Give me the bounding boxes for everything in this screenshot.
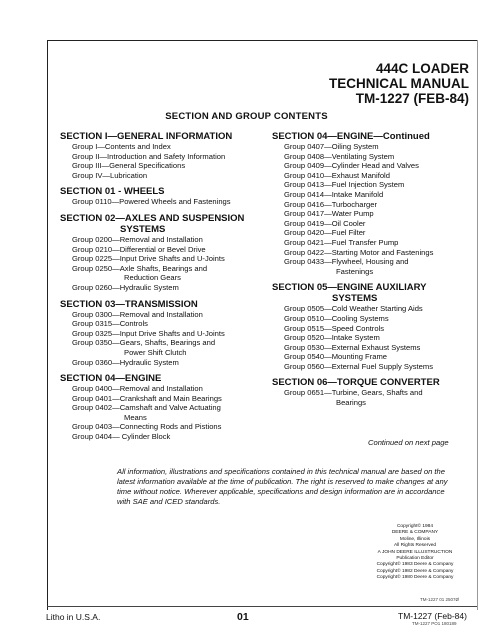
section-i xyxy=(60,131,270,180)
copyright-line: Moline, Illinois xyxy=(399,536,431,542)
group-item: Group 0416—Turbocharger xyxy=(284,199,378,209)
section-04-continued xyxy=(272,131,482,276)
copyright-line: Copyright© 1984 xyxy=(396,524,434,529)
group-item: Group I—Contents and Index xyxy=(72,142,171,151)
group-item: Group II—Introduction and Safety Information xyxy=(72,151,226,161)
page-code: TM-1227 01 2507Ø xyxy=(420,597,460,602)
footer-code: TM-1227 PO1 180189 xyxy=(412,621,457,626)
footer-litho: Litho in U.S.A. xyxy=(46,612,101,622)
disclaimer-paragraph: All information, illustrations and specifications contained in this technical manual are based on the latest information available at the time of publication. The right is reserved to make changes at any time without notice. Wherever applicable, specifications and design information are in accordance with SAE and ICED standards. xyxy=(117,467,448,506)
section-title-continuation: SYSTEMS xyxy=(120,223,166,235)
section-04 xyxy=(60,373,270,442)
group-item: Group 0421—Fuel Transfer Pump xyxy=(284,237,399,247)
copyright-line: A JOHN DEERE ILLUSTRUCTION xyxy=(377,549,453,555)
group-item: Group 0407—Oiling System xyxy=(284,142,379,151)
section-03 xyxy=(60,299,270,368)
group-item: Group 0250—Axle Shafts, Bearings and xyxy=(72,263,208,273)
group-item: Group 0401—Crankshaft and Main Bearings xyxy=(72,393,222,403)
section-02 xyxy=(60,213,270,293)
group-item: Group 0402—Camshaft and Valve Actuating xyxy=(72,403,221,413)
group-item: Group 0404— Cylinder Block xyxy=(72,432,171,442)
group-item: Group 0410—Exhaust Manifold xyxy=(284,170,390,180)
group-item: Group 0422—Starting Motor and Fastenings xyxy=(284,247,434,257)
section-title: SECTION 02—AXLES AND SUSPENSION xyxy=(60,212,245,224)
contents-heading: SECTION AND GROUP CONTENTS xyxy=(165,111,328,122)
group-item: Group 0400—Removal and Installation xyxy=(72,384,203,394)
contents-left-column xyxy=(60,131,270,448)
group-item: Group 0360—Hydraulic System xyxy=(72,357,179,367)
title-line-manual: TECHNICAL MANUAL xyxy=(329,76,469,91)
footer-page-number: 01 xyxy=(237,611,249,623)
copyright-line: Copyright© 1980 Deere & Company xyxy=(376,575,454,581)
group-item-continuation: Reduction Gears xyxy=(124,273,181,283)
group-item: Group 0110—Powered Wheels and Fastenings xyxy=(72,197,231,207)
group-item: Group III—General Specifications xyxy=(72,161,186,171)
group-item: Group 0300—Removal and Installation xyxy=(72,309,203,319)
manual-title xyxy=(329,61,469,106)
group-item: Group 0315—Controls xyxy=(72,319,148,329)
group-item: Group 0225—Input Drive Shafts and U-Joints xyxy=(72,254,225,264)
group-item: Group 0510—Cooling Systems xyxy=(284,313,389,323)
group-item: Group 0413—Fuel Injection System xyxy=(284,180,405,190)
group-item: Group 0200—Removal and Installation xyxy=(72,234,203,244)
group-item: Group 0417—Water Pump xyxy=(284,209,374,219)
frame-top-rule xyxy=(47,40,477,41)
group-item-continuation: Bearings xyxy=(336,398,366,408)
group-item: Group IV—Lubrication xyxy=(72,170,148,180)
frame-left-rule xyxy=(47,40,48,610)
group-item-continuation: Power Shift Clutch xyxy=(124,347,187,357)
section-06 xyxy=(272,377,482,407)
section-title: SECTION 01 - WHEELS xyxy=(60,186,165,198)
frame-bottom-rule xyxy=(47,606,477,607)
section-title: SECTION 04—ENGINE—Continued xyxy=(272,131,430,142)
group-item: Group 0414—Intake Manifold xyxy=(284,189,384,199)
copyright-line: DEERE & COMPANY xyxy=(391,530,439,536)
section-01 xyxy=(60,186,270,207)
group-item: Group 0350—Gears, Shafts, Bearings and xyxy=(72,338,216,348)
group-item: Group 0408—Ventilating System xyxy=(284,151,395,161)
section-title: SECTION 06—TORQUE CONVERTER xyxy=(272,377,440,389)
group-item: Group 0210—Differential or Bevel Drive xyxy=(72,244,206,254)
group-item: Group 0409—Cylinder Head and Valves xyxy=(284,161,419,171)
group-item: Group 0325—Input Drive Shafts and U-Joints xyxy=(72,328,225,338)
copyright-line: All Rights Reserved xyxy=(393,543,437,549)
section-title-continuation: SYSTEMS xyxy=(332,293,378,305)
group-item: Group 0505—Cold Weather Starting Aids xyxy=(284,304,423,314)
section-title: SECTION I—GENERAL INFORMATION xyxy=(60,131,233,142)
section-title: SECTION 04—ENGINE xyxy=(60,373,162,385)
continued-note: Continued on next page xyxy=(368,438,449,447)
group-item: Group 0403—Connecting Rods and Pistions xyxy=(72,422,222,432)
copyright-line: Copyright© 1982 Deere & Company xyxy=(376,568,454,574)
title-line-number: TM-1227 (FEB-84) xyxy=(355,91,469,106)
group-item: Group 0560—External Fuel Supply Systems xyxy=(284,361,433,371)
copyright-line: Copyright© 1983 Deere & Company xyxy=(376,562,454,568)
group-item: Group 0515—Speed Controls xyxy=(284,323,385,333)
group-item: Group 0540—Mounting Frame xyxy=(284,352,387,362)
section-title: SECTION 03—TRANSMISSION xyxy=(60,298,198,310)
section-title: SECTION 05—ENGINE AUXILIARY xyxy=(272,282,427,294)
group-item: Group 0520—Intake System xyxy=(284,333,380,343)
group-item-continuation: Means xyxy=(124,412,147,422)
group-item: Group 0530—External Exhaust Systems xyxy=(284,342,421,352)
group-item: Group 0433—Flywheel, Housing and xyxy=(284,257,409,267)
title-line-model: 444C LOADER xyxy=(375,61,469,76)
group-item: Group 0419—Oil Cooler xyxy=(284,218,366,228)
footer-manual-number: TM-1227 (Feb-84) xyxy=(398,611,467,621)
group-item-continuation: Fastenings xyxy=(336,266,374,276)
copyright-block xyxy=(370,524,460,582)
contents-right-column xyxy=(272,131,482,414)
section-05 xyxy=(272,282,482,371)
group-item: Group 0260—Hydraulic System xyxy=(72,282,179,292)
copyright-line: Publication Editor xyxy=(396,556,434,562)
group-item: Group 0651—Turbine, Gears, Shafts and xyxy=(284,388,423,398)
group-item: Group 0420—Fuel Filter xyxy=(284,228,366,238)
